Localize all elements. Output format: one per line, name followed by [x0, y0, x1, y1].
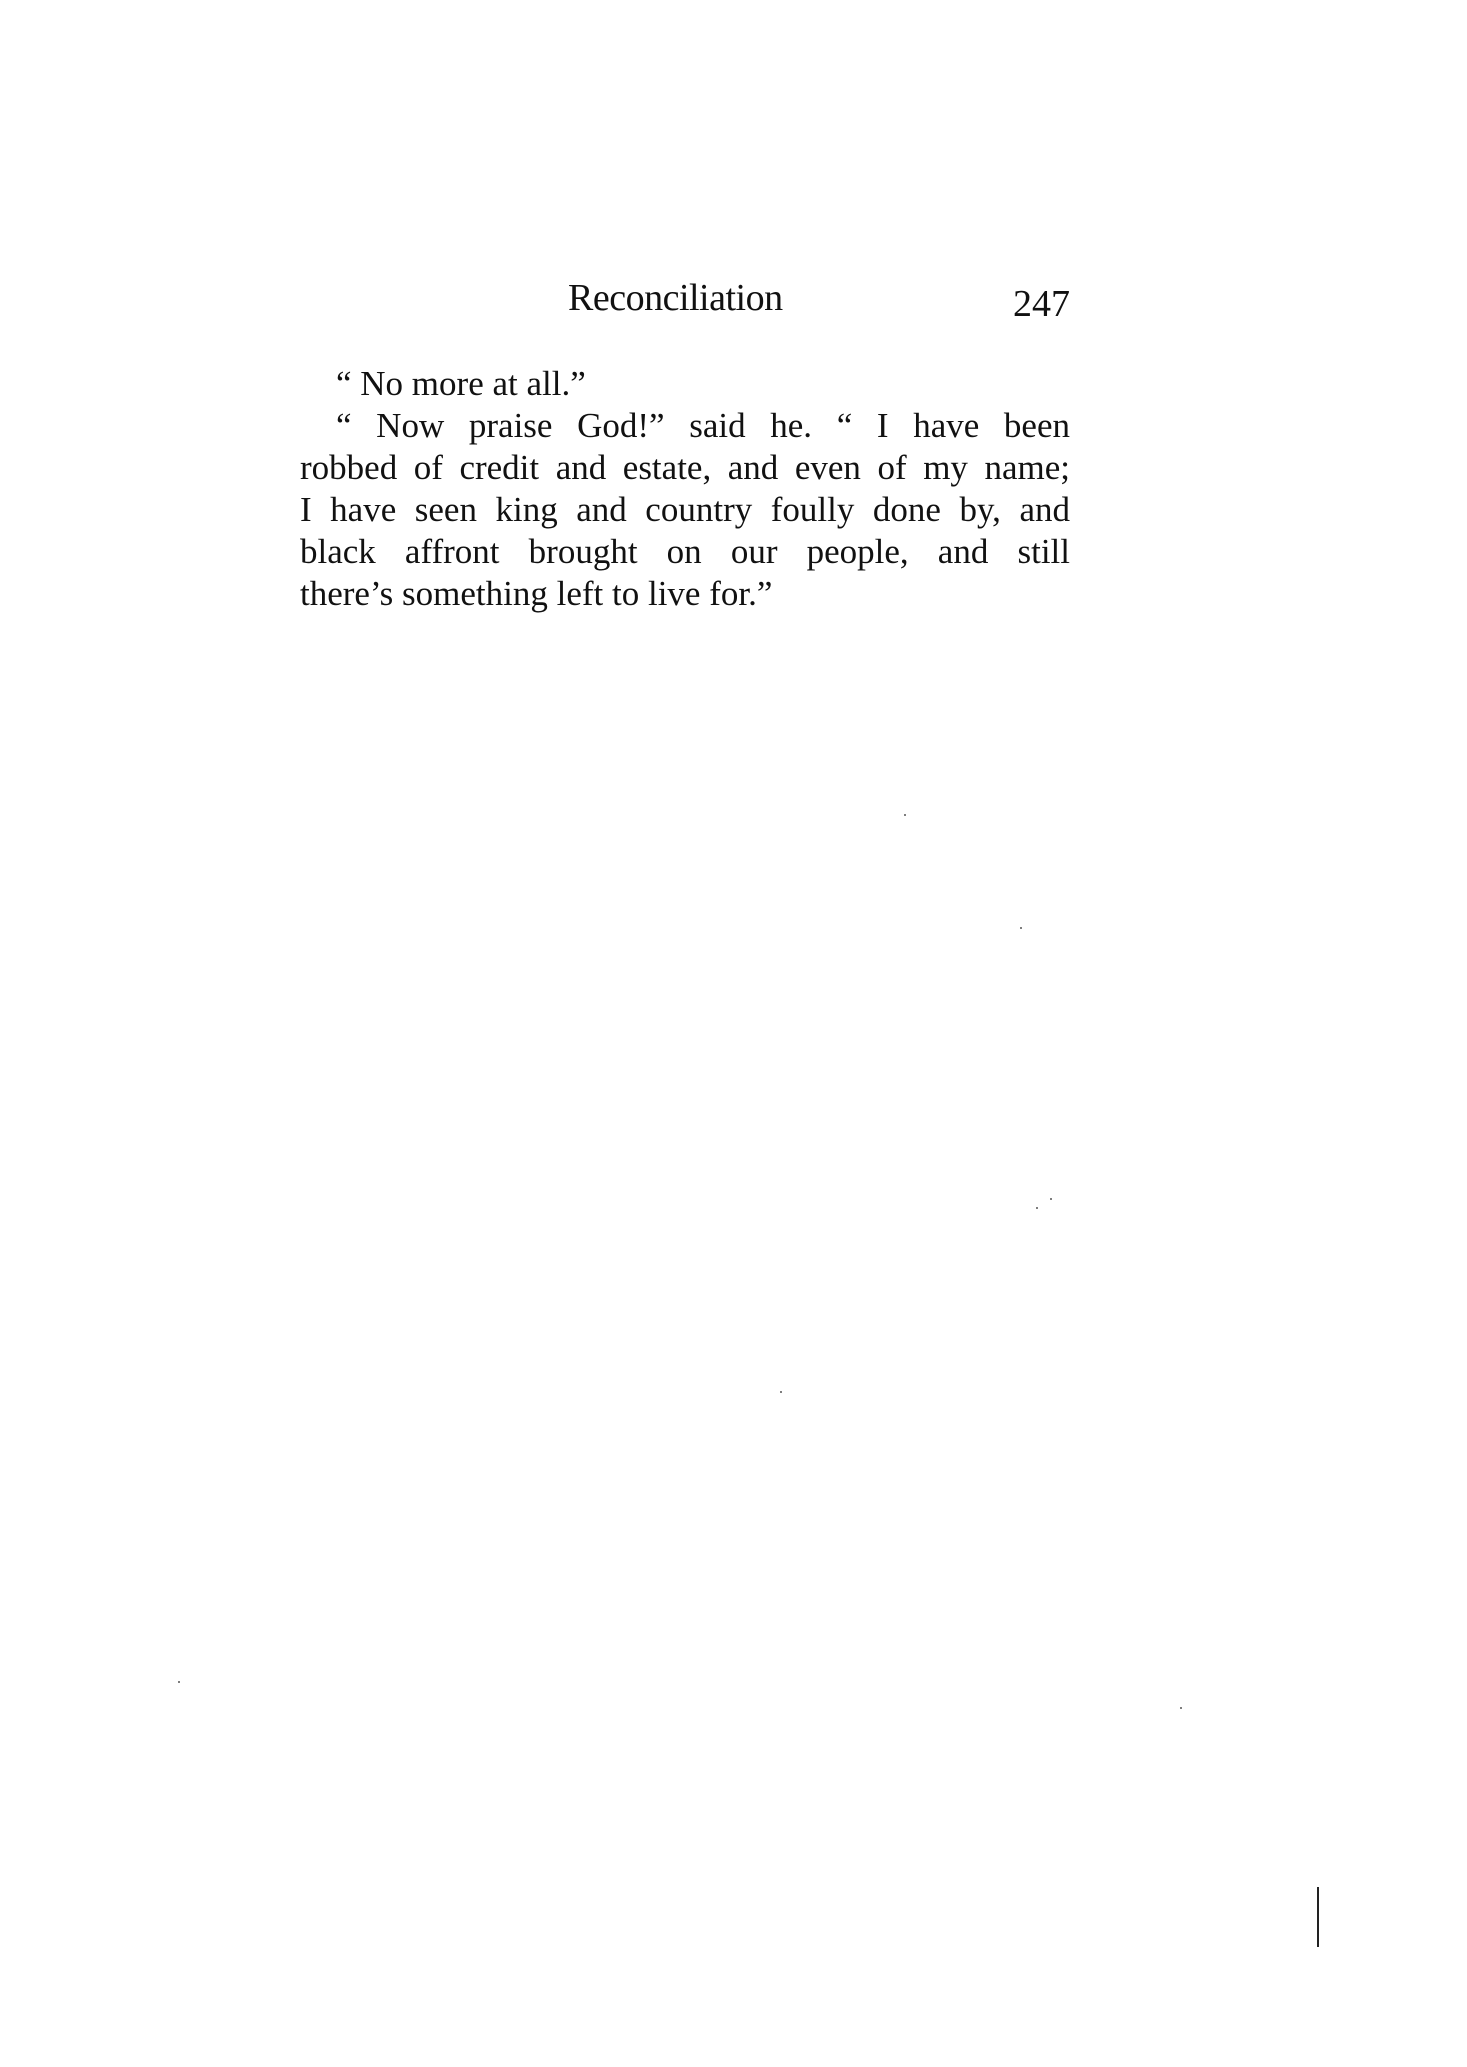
running-title: Reconciliation — [568, 277, 783, 319]
margin-mark — [1317, 1887, 1319, 1947]
page-number: 247 — [1013, 283, 1070, 325]
body-text — [300, 363, 1070, 615]
text-line: robbed of credit and estate, and even of my name; — [300, 448, 1070, 487]
page-header — [300, 276, 1070, 336]
text-line: black affront brought on our people, and still — [300, 532, 1070, 571]
text-line: there’s something left to live for.” — [300, 574, 773, 613]
scan-speck — [1020, 927, 1022, 929]
text-line: “ Now praise God!” said he. “ I have been — [336, 406, 1070, 445]
scan-speck — [1036, 1207, 1038, 1209]
scan-speck — [780, 1391, 782, 1393]
scan-speck — [178, 1681, 180, 1683]
text-line: I have seen king and country foully done by, and — [300, 490, 1070, 529]
scan-speck — [904, 814, 906, 816]
text-line: “ No more at all.” — [336, 364, 586, 403]
scan-speck — [1050, 1198, 1052, 1200]
scan-speck — [1180, 1707, 1182, 1709]
